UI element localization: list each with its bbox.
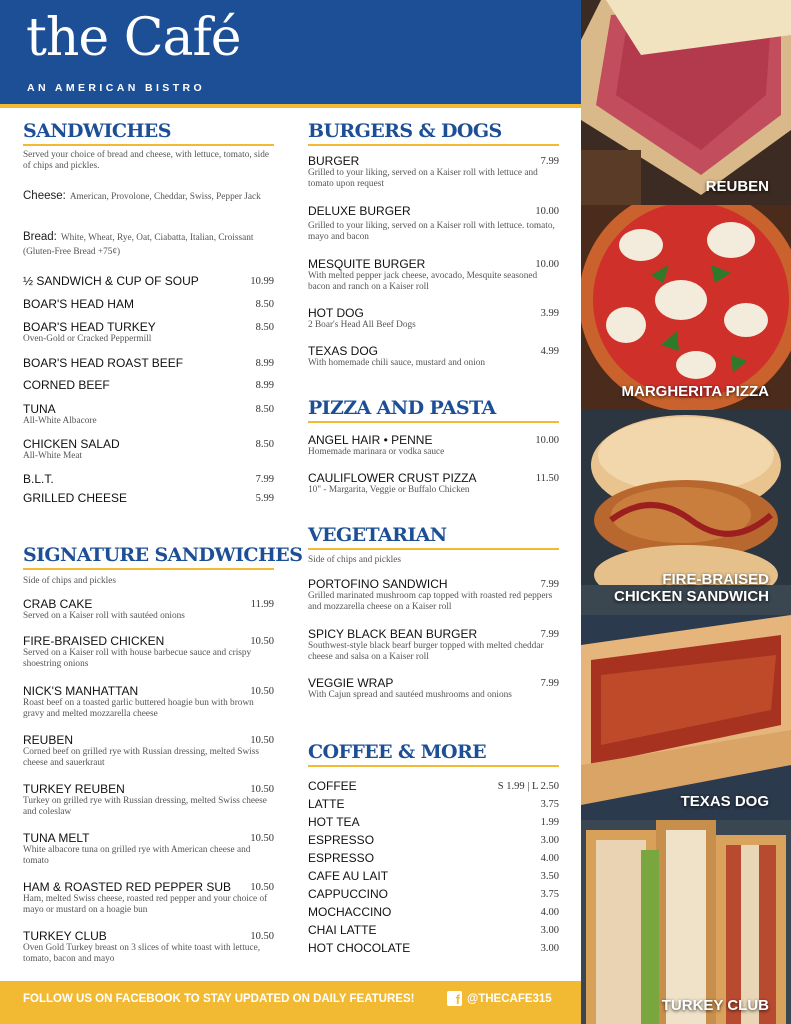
menu-item [23, 831, 274, 867]
item-name: TUNA [23, 402, 56, 416]
item-description: With Cajun spread and sautéed mushrooms and onions [308, 690, 512, 700]
item-description: Corned beef on grilled rye with Russian dressing, melted Swiss cheese and sauerkraut [23, 747, 260, 768]
burgers-dogs-section [308, 120, 559, 375]
item-price: 10.00 [535, 206, 559, 217]
menu-item [23, 320, 274, 345]
item-name: BURGER [308, 154, 360, 168]
pizza-pasta-section [308, 397, 559, 502]
section-divider [308, 421, 559, 423]
section-divider [23, 144, 274, 146]
menu-item [23, 437, 274, 462]
item-name: B.L.T. [23, 472, 54, 486]
bread-options [23, 230, 274, 258]
item-price: 10.00 [535, 435, 559, 446]
item-price: 7.99 [540, 629, 559, 640]
item-name: ESPRESSO [308, 833, 375, 847]
menu-item [308, 306, 559, 331]
item-description: With melted pepper jack cheese, avocado, Mesquite seasoned bacon and ranch on a Kaiser roll [308, 271, 538, 292]
item-price: 3.00 [540, 835, 559, 846]
menu-item [23, 274, 274, 288]
item-description: Southwest-style black bearf burger topped with melted cheddar cheese and salsa on a Kaiser roll [308, 641, 544, 662]
section-title: BURGERS & DOGS [308, 120, 502, 142]
item-price: 10.50 [250, 784, 274, 795]
item-price: 8.99 [255, 358, 274, 369]
photo-caption: MARGHERITA PIZZA [621, 383, 769, 400]
section-title: SANDWICHES [23, 120, 171, 142]
item-price: 11.50 [535, 473, 559, 484]
item-name: TUNA MELT [23, 831, 90, 845]
turkey-club-photo [581, 820, 791, 1024]
item-price: 10.00 [535, 259, 559, 270]
section-divider [308, 144, 559, 146]
item-price: 3.75 [540, 889, 559, 900]
item-name: TURKEY REUBEN [23, 782, 125, 796]
item-description: Roast beef on a toasted garlic buttered hoagie bun with brown gravy and melted mozzarella cheese [23, 698, 254, 719]
texas-dog-photo [581, 615, 791, 820]
item-price: 4.00 [540, 853, 559, 864]
item-name: SPICY BLACK BEAN BURGER [308, 627, 478, 641]
menu-item [308, 627, 559, 663]
menu-item [308, 869, 559, 883]
item-description: Served on a Kaiser roll with house barbecue sauce and crispy shoestring onions [23, 648, 252, 669]
item-price: 4.00 [540, 907, 559, 918]
menu-item [308, 833, 559, 847]
item-description: Grilled to your liking, served on a Kaiser roll with lettuce. tomato, mayo and bacon [308, 221, 555, 242]
menu-item [308, 577, 559, 613]
item-price: S 1.99 | L 2.50 [497, 781, 559, 792]
item-name: GRILLED CHEESE [23, 491, 128, 505]
item-price: 8.50 [255, 322, 274, 333]
photo-caption: TURKEY CLUB [661, 997, 769, 1014]
item-name: TURKEY CLUB [23, 929, 107, 943]
item-description: Turkey on grilled rye with Russian dressing, melted Swiss cheese and coleslaw [23, 796, 267, 817]
item-description: Oven-Gold or Cracked Peppermill [23, 334, 152, 344]
item-price: 10.50 [250, 735, 274, 746]
facebook-icon[interactable]: f [447, 991, 462, 1006]
item-name: CAFE AU LAIT [308, 869, 389, 883]
item-price: 1.99 [540, 817, 559, 828]
section-description: Side of chips and pickles [308, 555, 401, 565]
item-price: 8.50 [255, 299, 274, 310]
menu-item [23, 880, 274, 916]
footer-banner [0, 981, 581, 1024]
photo-caption: FIRE-BRAISED CHICKEN SANDWICH [614, 571, 769, 605]
item-description: 10" - Margarita, Veggie or Buffalo Chicken [308, 485, 470, 495]
item-price: 3.75 [540, 799, 559, 810]
photo-caption: REUBEN [705, 178, 769, 195]
item-name: ANGEL HAIR • PENNE [308, 433, 433, 447]
margherita-pizza-photo [581, 205, 791, 410]
section-title: VEGETARIAN [308, 524, 447, 546]
item-price: 3.50 [540, 871, 559, 882]
item-price: 7.99 [540, 579, 559, 590]
item-name: MESQUITE BURGER [308, 257, 426, 271]
menu-item [23, 297, 274, 311]
menu-item [308, 676, 559, 701]
item-price: 5.99 [255, 493, 274, 504]
item-price: 11.99 [250, 599, 274, 610]
item-price: 3.99 [540, 308, 559, 319]
header-banner [0, 0, 581, 104]
menu-item [308, 471, 559, 496]
item-name: REUBEN [23, 733, 74, 747]
section-title: COFFEE & MORE [308, 741, 487, 763]
item-description: All-White Albacore [23, 416, 97, 426]
item-name: HOT TEA [308, 815, 360, 829]
section-description: Side of chips and pickles [23, 576, 116, 586]
menu-item [308, 257, 559, 293]
cheese-options [23, 189, 274, 203]
menu-item [23, 378, 274, 392]
item-name: COFFEE [308, 779, 357, 793]
item-price: 10.50 [250, 882, 274, 893]
item-name: HAM & ROASTED RED PEPPER SUB [23, 880, 232, 894]
sandwiches-section [23, 120, 274, 510]
item-name: TEXAS DOG [308, 344, 379, 358]
item-name: VEGGIE WRAP [308, 676, 394, 690]
menu-item [308, 815, 559, 829]
item-price: 7.99 [255, 474, 274, 485]
item-name: BOAR'S HEAD ROAST BEEF [23, 356, 184, 370]
item-price: 7.99 [540, 156, 559, 167]
cheese-label: Cheese: [23, 190, 66, 202]
item-name: BOAR'S HEAD HAM [23, 297, 134, 311]
menu-item [23, 634, 274, 670]
item-description: 2 Boar's Head All Beef Dogs [308, 320, 416, 330]
food-photo-column [581, 0, 791, 1024]
header-accent-bar [0, 104, 581, 108]
item-name: BOAR'S HEAD TURKEY [23, 320, 156, 334]
menu-item [308, 851, 559, 865]
item-name: LATTE [308, 797, 345, 811]
menu-item [308, 797, 559, 811]
cheese-text: American, Provolone, Cheddar, Swiss, Pepper Jack [69, 192, 261, 202]
item-description: Homemade marinara or vodka sauce [308, 447, 445, 457]
item-price: 3.00 [540, 925, 559, 936]
section-title: PIZZA AND PASTA [308, 397, 496, 419]
menu-item [308, 204, 559, 243]
cafe-logo: the Café [26, 8, 241, 68]
item-description: Served on a Kaiser roll with sautéed onions [23, 611, 185, 621]
item-name: CHICKEN SALAD [23, 437, 120, 451]
item-price: 10.50 [250, 636, 274, 647]
item-name: DELUXE BURGER [308, 204, 411, 218]
item-description: Ham, melted Swiss cheese, roasted red pepper and your choice of mayo or mustard on a hoagie bun [23, 894, 268, 915]
item-name: CHAI LATTE [308, 923, 377, 937]
item-name: PORTOFINO SANDWICH [308, 577, 448, 591]
menu-item [23, 733, 274, 769]
reuben-photo [581, 0, 791, 205]
bread-label: Bread: [23, 231, 57, 243]
fire-braised-chicken-photo [581, 410, 791, 615]
photo-caption: TEXAS DOG [680, 793, 769, 810]
section-description: Served your choice of bread and cheese, with lettuce, tomato, side of chips and pickles. [23, 150, 270, 171]
item-name: HOT CHOCOLATE [308, 941, 411, 955]
menu-item [308, 779, 559, 793]
item-price: 10.50 [250, 931, 274, 942]
item-price: 10.50 [250, 833, 274, 844]
bread-text: White, Wheat, Rye, Oat, Ciabatta, Italian, Croissant (Gluten-Free Bread +75¢) [23, 233, 254, 257]
tagline: AN AMERICAN BISTRO [27, 82, 206, 94]
item-price: 10.99 [250, 276, 274, 287]
item-name: CRAB CAKE [23, 597, 93, 611]
item-name: FIRE-BRAISED CHICKEN [23, 634, 165, 648]
menu-item [23, 356, 274, 370]
item-name: ½ SANDWICH & CUP OF SOUP [23, 274, 199, 288]
item-price: 8.50 [255, 404, 274, 415]
menu-item [23, 929, 274, 965]
menu-item [23, 472, 274, 486]
menu-item [23, 782, 274, 818]
menu-item [23, 402, 274, 427]
menu-item [23, 684, 274, 720]
item-price: 7.99 [540, 678, 559, 689]
section-divider [23, 568, 274, 570]
section-title: SIGNATURE SANDWICHES [23, 544, 303, 566]
item-price: 10.50 [250, 686, 274, 697]
menu-item [308, 941, 559, 955]
item-price: 8.50 [255, 439, 274, 450]
item-description: With homemade chili sauce, mustard and onion [308, 358, 485, 368]
item-name: CORNED BEEF [23, 378, 110, 392]
item-description: White albacore tuna on grilled rye with American cheese and tomato [23, 845, 251, 866]
section-divider [308, 765, 559, 767]
item-price: 3.00 [540, 943, 559, 954]
item-price: 8.99 [255, 380, 274, 391]
footer-message: FOLLOW US ON FACEBOOK TO STAY UPDATED ON DAILY FEATURES! [23, 993, 415, 1005]
vegetarian-section [308, 524, 559, 719]
item-name: HOT DOG [308, 306, 364, 320]
item-name: ESPRESSO [308, 851, 375, 865]
social-handle-link[interactable]: @THECAFE315 [467, 993, 552, 1005]
menu-item [23, 597, 274, 622]
menu-item [308, 923, 559, 937]
item-description: Grilled marinated mushroom cap topped with roasted red peppers and mozzarella cheese on a Kaiser roll [308, 591, 553, 612]
menu-item [308, 905, 559, 919]
item-name: NICK'S MANHATTAN [23, 684, 139, 698]
item-name: CAPPUCCINO [308, 887, 389, 901]
menu-item [23, 491, 274, 505]
section-divider [308, 548, 559, 550]
item-price: 4.99 [540, 346, 559, 357]
item-description: All-White Meat [23, 451, 83, 461]
signature-sandwiches-section [23, 544, 303, 969]
item-description: Oven Gold Turkey breast on 3 slices of white toast with lettuce, tomato, bacon and mayo [23, 943, 261, 964]
item-name: CAULIFLOWER CRUST PIZZA [308, 471, 477, 485]
menu-item [308, 887, 559, 901]
menu-item [308, 154, 559, 190]
menu-item [308, 344, 559, 369]
menu-item [308, 433, 559, 458]
coffee-section [308, 741, 559, 961]
item-description: Grilled to your liking, served on a Kaiser roll with lettuce and tomato upon request [308, 168, 538, 189]
item-name: MOCHACCINO [308, 905, 392, 919]
